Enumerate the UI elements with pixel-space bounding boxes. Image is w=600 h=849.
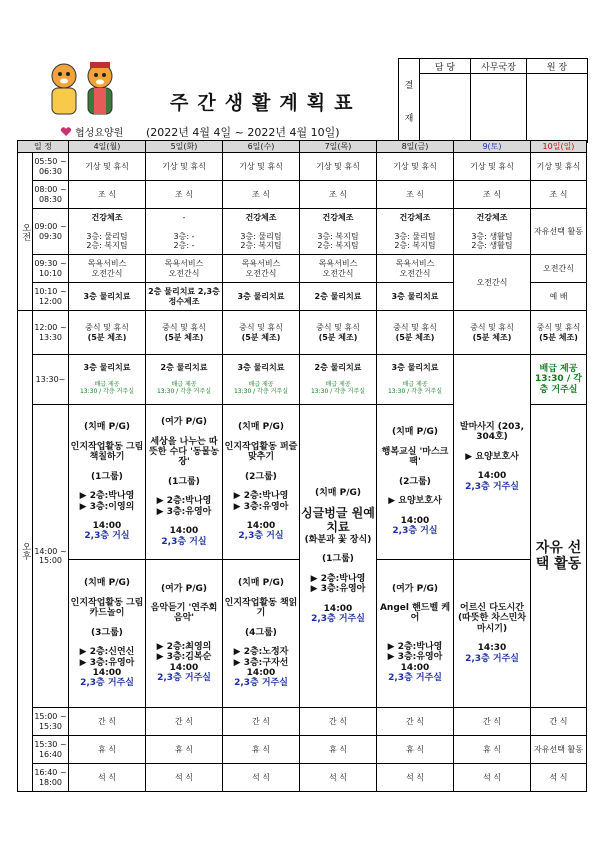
section-pm: 오후 [18,311,33,792]
cell: 조 식 [223,181,300,209]
col-header-sat: 9(토) [454,141,531,153]
org-name: 협성요양원 [75,128,124,139]
section-am: 오전 [18,153,33,311]
col-header-day: 일 정 [18,141,69,153]
time-slot: 14:00 ~ 15:00 [33,405,69,708]
cell: 3층 물리치료 배급 제공 13:30 / 각층 거주실 [377,355,454,405]
col-header-tue: 5일(화) [146,141,223,153]
cell: 건강체조 3층: 물리팀 2층: 복지팀 [223,209,300,255]
time-slot: 09:30 ~ 10:10 [33,255,69,283]
cell: 2층 물리치료 [300,283,377,311]
cell: 중식 및 휴식 (5분 체조) [377,311,454,355]
cell: 간 식 [300,708,377,736]
cell: 석 식 [69,764,146,792]
cell: 기상 및 휴식 [300,153,377,181]
col-header-wed: 6일(수) [223,141,300,153]
cell: 기상 및 휴식 [454,153,531,181]
cell: 휴 식 [69,736,146,764]
col-header-sun: 10일(일) [531,141,587,153]
cell-fri-pm2: (여가 P/G) Angel 핸드벨 케어 ▶ 2층:박나영 ▶ 3층:유영아 14:00 2,3층 거주실 [377,560,454,708]
cell: 3층 물리치료 배급 제공 13:30 / 각층 거주실 [69,355,146,405]
page-title: 주간생활계획표 [170,92,362,114]
cell: 간 식 [377,708,454,736]
cell-fri-pm1: (치매 P/G) 행복교실 '마스크팩' (2그룹) ▶ 요양보호사 14:00 2,3층 거실 [377,405,454,560]
cell: 자유선택 활동 [531,736,587,764]
cell-wed-pm1: (치매 P/G) 인지작업활동 퍼즐맞추기 (2그룹) ▶ 2층:박나영 ▶ 3층:유영아 14:00 2,3층 거실 [223,405,300,560]
page-header [0,0,600,140]
cell: 오전간식 [531,255,587,283]
approval-box [398,58,588,143]
time-slot: 16:40 ~ 18:00 [33,764,69,792]
cell: 조 식 [531,181,587,209]
approval-sign-staff [420,74,471,143]
cell: 목욕서비스 오전간식 [377,255,454,283]
cell: 목욕서비스 오전간식 [300,255,377,283]
cell: 건강체조 3층: 물리팀 2층: 복지팀 [69,209,146,255]
cell-mon-pm1: (치매 P/G) 인지작업활동 그림책칠하기 (1그룹) ▶ 2층:박나영 ▶ 3층:이영의 14:00 2,3층 거실 [69,405,146,560]
cell: 중식 및 휴식 (5분 체조) [146,311,223,355]
cell: 간 식 [146,708,223,736]
cell: 목욕서비스 오전간식 [69,255,146,283]
cell: 3층 물리치료 [223,283,300,311]
cell: 석 식 [223,764,300,792]
cell-sat-pm1: 발마사지 (203, 304호) ▶ 요양보호사 14:00 2,3층 거주실 [454,355,531,560]
cell: 목욕서비스 오전간식 [223,255,300,283]
approval-col-staff: 담 당 [420,59,471,74]
cell: 간 식 [69,708,146,736]
cell: 자유선택 활동 [531,209,587,255]
cell: 기상 및 휴식 [223,153,300,181]
approval-col-director: 원 장 [527,59,588,74]
cell: 3층 물리치료 배급 제공 13:30 / 각층 거주실 [223,355,300,405]
cell-sun-pm: 자유 선택 활동 [531,405,587,708]
cell: 목욕서비스 오전간식 [146,255,223,283]
cell: 건강체조 3층: 물리팀 2층: 복지팀 [377,209,454,255]
approval-sign-manager [471,74,527,143]
cell: 석 식 [146,764,223,792]
cell: 2층 물리치료 배급 제공 13:30 / 각층 거주실 [300,355,377,405]
time-slot: 05:50 ~ 06:30 [33,153,69,181]
cell-tue-pm2: (여가 P/G) 음악듣기 '연주회음악' ▶ 2층:최영의 ▶ 3층:김복순 14:00 2,3층 거주실 [146,560,223,708]
org-label [60,124,123,139]
cell: 간 식 [223,708,300,736]
time-slot: 10:10 ~ 12:00 [33,283,69,311]
time-slot: 09:00 ~ 09:30 [33,209,69,255]
cell: 석 식 [531,764,587,792]
time-slot: 15:30 ~ 16:40 [33,736,69,764]
cell: 조 식 [146,181,223,209]
cell: - 3층: - 2층: - [146,209,223,255]
cell: 중식 및 휴식 (5분 체조) [69,311,146,355]
cell: 2층 물리치료 배급 제공 13:30 / 각층 거주실 [146,355,223,405]
cell: 기상 및 휴식 [69,153,146,181]
cell-thu-pm: (치매 P/G) 싱글벙글 원예치료 (화분과 꽃 장식) (1그룹) ▶ 2층:박나영 ▶ 3층:유영아 14:00 2,3층 거주실 [300,405,377,708]
cell: 석 식 [377,764,454,792]
approval-side-label: 결 재 [399,59,420,143]
cell: 2층 물리치료 2,3층 정수제조 [146,283,223,311]
time-slot: 08:00 ~ 08:30 [33,181,69,209]
cell: 조 식 [300,181,377,209]
time-slot: 15:00 ~ 15:30 [33,708,69,736]
cell: 3층 물리치료 [69,283,146,311]
col-header-thu: 7일(목) [300,141,377,153]
cell: 건강체조 3층: 복지팀 2층: 복지팀 [300,209,377,255]
cell: 석 식 [454,764,531,792]
cell: 기상 및 휴식 [531,153,587,181]
cell: 간 식 [531,708,587,736]
cell: 조 식 [69,181,146,209]
col-header-fri: 8일(금) [377,141,454,153]
schedule-period: (2022년 4월 4일 ~ 2022년 4월 10일) [146,126,340,139]
time-slot: 12:00 ~ 13:30 [33,311,69,355]
cell: 휴 식 [454,736,531,764]
approval-col-manager: 사무국장 [471,59,527,74]
cell: 휴 식 [146,736,223,764]
cell: 예 배 [531,283,587,311]
cell: 중식 및 휴식 (5분 체조) [223,311,300,355]
cell-mon-pm2: (치매 P/G) 인지작업활동 그림카드놀이 (3그룹) ▶ 2층:신연신 ▶ 3층:유영아 14:00 2,3층 거주실 [69,560,146,708]
cell: 중식 및 휴식 (5분 체조) [454,311,531,355]
time-slot: 13:30~ [33,355,69,405]
cell: 조 식 [454,181,531,209]
cell: 간 식 [454,708,531,736]
cell: 조 식 [377,181,454,209]
cell: 휴 식 [377,736,454,764]
cell: 석 식 [300,764,377,792]
col-header-mon: 4일(월) [69,141,146,153]
cell: 3층 물리치료 [377,283,454,311]
cell: 중식 및 휴식 (5분 체조) [531,311,587,355]
cell: 기상 및 휴식 [146,153,223,181]
cell: 휴 식 [223,736,300,764]
cell: 휴 식 [300,736,377,764]
cell: 배급 제공 13:30 / 각층 거주실 [531,355,587,405]
cell-sat-pm2: 어르신 다도시간 (따뜻한 차스민차 마시기) 14:30 2,3층 거주실 [454,560,531,708]
tiger-mascot-logo [44,62,124,118]
cell-tue-pm1: (여가 P/G) 세상을 나누는 따뜻한 수다 '동물농장' (1그룹) ▶ 2층:박나영 ▶ 3층:유영아 14:00 2,3층 거실 [146,405,223,560]
weekly-schedule-table [17,140,587,792]
approval-sign-director [527,74,588,143]
heart-logo-icon [60,127,72,137]
cell: 오전간식 [454,255,531,311]
cell: 기상 및 휴식 [377,153,454,181]
cell: 건강체조 3층: 생활팀 2층: 생활팀 [454,209,531,255]
cell: 중식 및 휴식 (5분 체조) [300,311,377,355]
cell-wed-pm2: (치매 P/G) 인지작업활동 책읽기 (4그룹) ▶ 2층:노정자 ▶ 3층:구자선 14:00 2,3층 거주실 [223,560,300,708]
